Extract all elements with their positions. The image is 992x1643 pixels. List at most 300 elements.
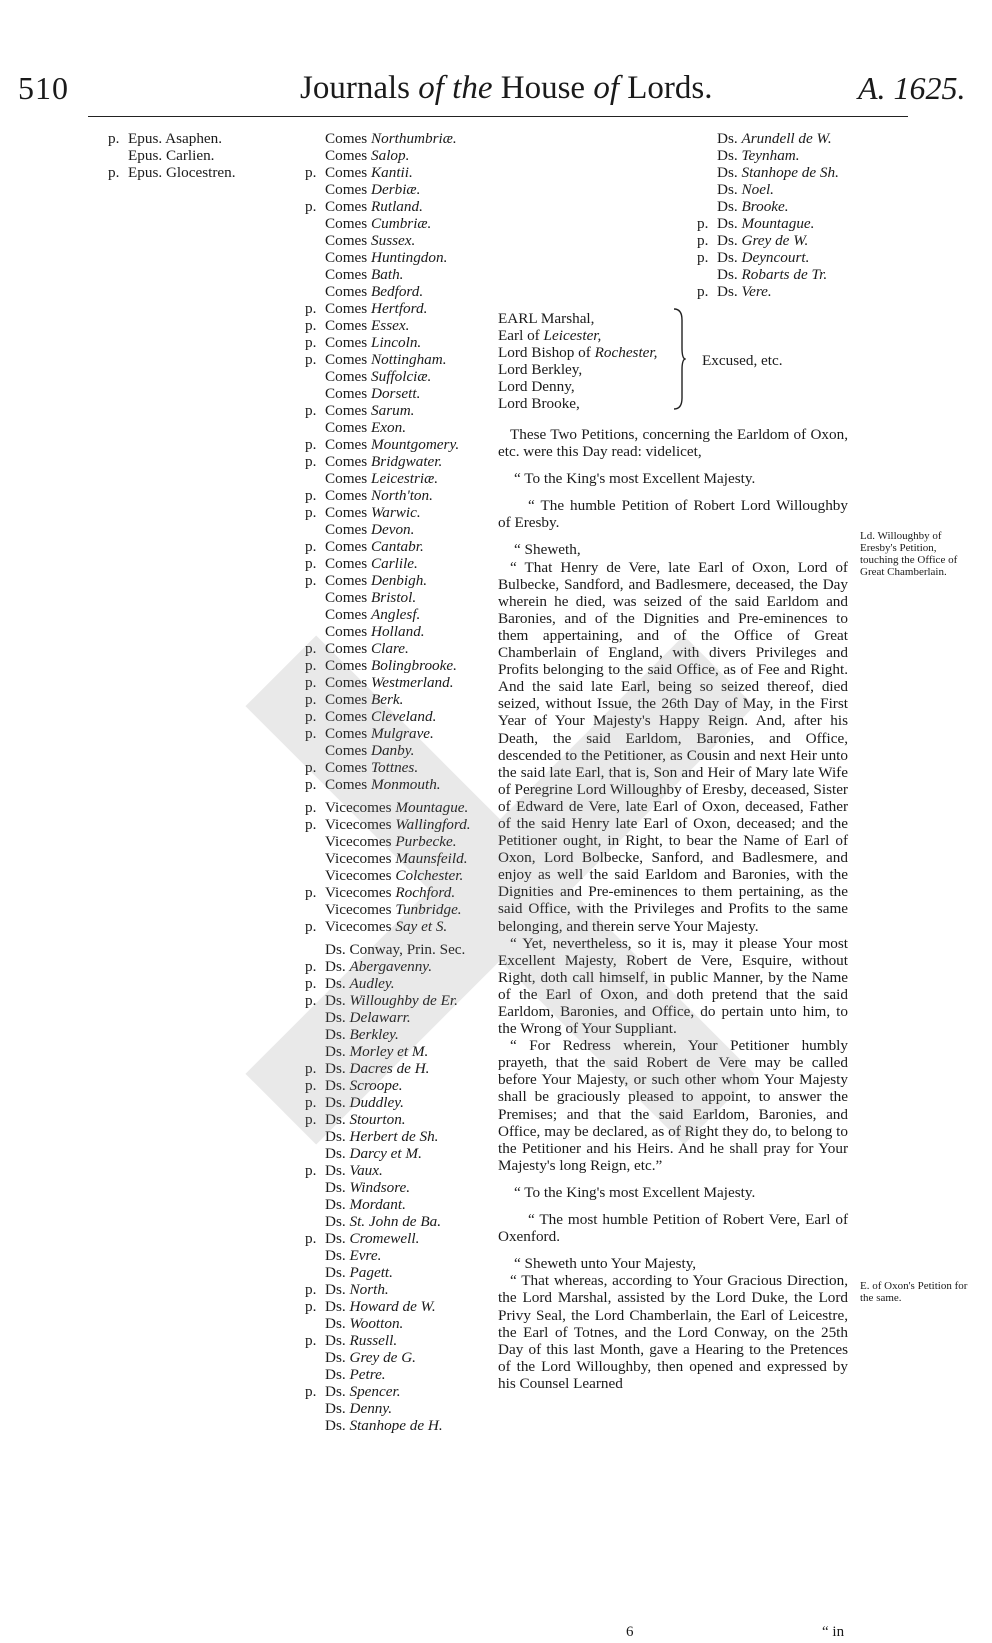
bishop-entry xyxy=(108,130,236,147)
title-prefix: Ds. xyxy=(325,1196,350,1213)
peer-entry xyxy=(305,164,471,181)
peer-entry xyxy=(305,572,471,589)
excused-lords-list xyxy=(498,310,657,412)
petition-text xyxy=(498,426,848,1392)
title-prefix: Comes xyxy=(325,436,371,453)
peer-entry xyxy=(305,1315,471,1332)
excused-label: Excused, etc. xyxy=(702,352,783,369)
title-prefix: Ds. xyxy=(325,941,350,958)
title-prefix: Ds. xyxy=(325,1400,350,1417)
peer-entry xyxy=(305,147,471,164)
peer-name: Monmouth. xyxy=(371,776,441,793)
peer-name: Suffolciæ. xyxy=(371,368,432,385)
title-prefix: Ds. xyxy=(325,1179,350,1196)
peer-name: Teynham. xyxy=(741,147,800,164)
present-mark: p. xyxy=(697,283,709,300)
peer-name: Colchester. xyxy=(395,867,464,884)
peer-entry xyxy=(305,1179,471,1196)
title-prefix: Comes xyxy=(325,572,371,589)
peer-entry xyxy=(305,419,471,436)
peer-name: Abergavenny. xyxy=(349,958,432,975)
peer-entry xyxy=(305,918,471,935)
peer-name: Conway, Prin. Sec. xyxy=(349,941,466,958)
present-mark: p. xyxy=(305,1060,317,1077)
peer-entry xyxy=(305,1128,471,1145)
peer-name: Northumbriæ. xyxy=(371,130,457,147)
brace-icon xyxy=(672,308,686,410)
present-mark: p. xyxy=(305,1077,317,1094)
title-prefix: Comes xyxy=(325,419,371,436)
peer-name: Bath. xyxy=(371,266,404,283)
peer-name: Wootton. xyxy=(349,1315,404,1332)
title-prefix: Comes xyxy=(325,538,371,555)
peer-entry xyxy=(305,623,471,640)
title-prefix: Comes xyxy=(325,334,371,351)
baron-entry xyxy=(697,215,839,232)
peer-name: Leicestriæ. xyxy=(371,470,439,487)
baron-entry xyxy=(697,147,839,164)
peer-entry xyxy=(305,470,471,487)
peer-entry xyxy=(305,958,471,975)
title-prefix: Ds. xyxy=(325,975,350,992)
baron-entry xyxy=(697,130,839,147)
peer-name: Wallingford. xyxy=(395,816,471,833)
present-mark: p. xyxy=(305,453,317,470)
peer-entry xyxy=(305,799,471,816)
peer-entry xyxy=(305,884,471,901)
title-prefix: Comes xyxy=(325,742,371,759)
peer-name: Pagett. xyxy=(349,1264,393,1281)
peer-name: Anglesf. xyxy=(371,606,421,623)
peer-entry xyxy=(305,776,471,793)
excused-lord-entry xyxy=(498,310,657,327)
title-prefix: Comes xyxy=(325,759,371,776)
title-prefix: Comes xyxy=(325,640,371,657)
excused-lord-name: Rochester, xyxy=(594,344,658,361)
present-mark: p. xyxy=(305,436,317,453)
petition1-title: “ The humble Petition of Robert Lord Willoughby of Eresby. xyxy=(498,497,848,532)
peer-entry xyxy=(305,1009,471,1026)
title-prefix: Vicecomes xyxy=(325,867,396,884)
title-of-2: of xyxy=(593,70,619,106)
excused-lord-title: Lord Denny, xyxy=(498,378,575,395)
present-mark: p. xyxy=(305,555,317,572)
peer-entry xyxy=(305,742,471,759)
title-prefix: Comes xyxy=(325,232,371,249)
excused-lord-entry xyxy=(498,378,657,395)
peer-name: Mountague. xyxy=(741,215,815,232)
title-prefix: Comes xyxy=(325,164,371,181)
peer-name: Sussex. xyxy=(371,232,416,249)
peer-name: Maunsfeild. xyxy=(395,850,468,867)
header-rule xyxy=(88,116,908,117)
peer-entry xyxy=(305,249,471,266)
peer-entry xyxy=(305,1196,471,1213)
catchword: “ in xyxy=(822,1624,845,1640)
petition2-address: “ To the King's most Excellent Majesty. xyxy=(514,1183,756,1201)
peer-entry xyxy=(305,538,471,555)
peer-name: Mulgrave. xyxy=(371,725,434,742)
title-prefix: Comes xyxy=(325,130,371,147)
petition1-body-1: “ That Henry de Vere, late Earl of Oxon, Lord of Bulbecke, Sandford, and Badlesmere, deceased, the Day wherein he died, was seized of the said Earldom and Baronies, and of the Dignities and Pre-eminences to them appertaining, and of the Office of Great Chamberlain of England, with divers Privileges and Profits belonging to the said Office, as of Fee and Right. And the said late Earl, being so seized thereof, died seized, without Issue, the 26th Day of May, in the First Year of Your Majesty's Happy Reign. And, after his Death, the said Earldom, Baronies, and Office, descended to the Petitioner, as Cousin and next Heir unto the said late Earl, that is, Son and Heir of Mary late Wife of Peregrine Lord Willoughby of Eresby, deceased, Sister of Edward de Vere, late Earl of Oxon, deceased, Father of the said Henry late Earl of Oxon, deceased; and the Petitioner ought, in Right, to bear the Name of Earl of Oxon, Lord Bolbecke, Sanford, and Badlesmere, and enjoy as well the said Earldom and Baronies, with the Dignities and Pre-eminences to them pertaining, as the said Office, with the Privileges and Profits to the same belonging, and therein serve Your Majesty. xyxy=(498,558,848,935)
title-prefix: Vicecomes xyxy=(325,918,396,935)
present-mark: p. xyxy=(305,725,317,742)
excused-lord-title: Lord Bishop of xyxy=(498,344,595,361)
title-prefix: Ds. xyxy=(325,1060,350,1077)
title-prefix: Comes xyxy=(325,589,371,606)
title-prefix: Comes xyxy=(325,368,371,385)
peer-entry xyxy=(305,691,471,708)
title-prefix: Comes xyxy=(325,249,371,266)
excused-lord-entry xyxy=(498,344,657,361)
peer-name: Stanhope de H. xyxy=(349,1417,443,1434)
present-mark: p. xyxy=(305,776,317,793)
bishop-name: Epus. Asaphen. xyxy=(128,130,223,147)
present-mark: p. xyxy=(305,816,317,833)
peer-name: Berk. xyxy=(371,691,404,708)
peer-name: Evre. xyxy=(349,1247,382,1264)
intro-paragraph: These Two Petitions, concerning the Earldom of Oxon, etc. were this Day read: videlicet, xyxy=(498,426,848,461)
peer-name: Mountague. xyxy=(395,799,469,816)
peer-entry xyxy=(305,589,471,606)
title-prefix: Ds. xyxy=(325,1230,350,1247)
peer-name: Hertford. xyxy=(371,300,428,317)
title-prefix: Ds. xyxy=(325,958,350,975)
peer-name: St. John de Ba. xyxy=(349,1213,442,1230)
peer-entry xyxy=(305,606,471,623)
title-prefix: Comes xyxy=(325,198,371,215)
peer-name: Audley. xyxy=(349,975,395,992)
page-number: 510 xyxy=(18,70,69,106)
title-prefix: Comes xyxy=(325,606,371,623)
present-mark: p. xyxy=(697,215,709,232)
peer-name: Herbert de Sh. xyxy=(349,1128,439,1145)
peer-name: Bristol. xyxy=(371,589,417,606)
present-mark: p. xyxy=(305,759,317,776)
excused-lord-title: Earl of xyxy=(498,327,544,344)
peer-entry xyxy=(305,1077,471,1094)
peer-entry xyxy=(305,436,471,453)
present-mark: p. xyxy=(305,504,317,521)
peer-entry xyxy=(305,901,471,918)
peer-entry xyxy=(305,351,471,368)
present-mark: p. xyxy=(305,572,317,589)
peer-name: Warwic. xyxy=(371,504,421,521)
peer-entry xyxy=(305,833,471,850)
barons-list-continued xyxy=(697,130,839,300)
title-lords: Lords. xyxy=(619,70,713,106)
present-mark: p. xyxy=(305,1383,317,1400)
title-prefix: Comes xyxy=(325,402,371,419)
title-prefix: Comes xyxy=(325,266,371,283)
excused-lord-entry xyxy=(498,327,657,344)
peers-list xyxy=(305,130,471,1434)
peer-name: Denny. xyxy=(349,1400,393,1417)
peer-name: North'ton. xyxy=(371,487,433,504)
petition2-title: “ The most humble Petition of Robert Vere, Earl of Oxenford. xyxy=(498,1211,848,1246)
peer-entry xyxy=(305,504,471,521)
peer-entry xyxy=(305,317,471,334)
margin-note-oxon: E. of Oxon's Petition for the same. xyxy=(860,1280,968,1304)
title-prefix: Comes xyxy=(325,623,371,640)
title-prefix: Ds. xyxy=(325,1298,350,1315)
peer-entry xyxy=(305,1247,471,1264)
present-mark: p. xyxy=(305,1298,317,1315)
peer-name: Grey de G. xyxy=(349,1349,416,1366)
peer-entry xyxy=(305,657,471,674)
peer-entry xyxy=(305,674,471,691)
peer-name: Spencer. xyxy=(349,1383,401,1400)
peer-name: Holland. xyxy=(371,623,425,640)
title-prefix: Ds. xyxy=(325,1026,350,1043)
title-prefix: Ds. xyxy=(717,232,742,249)
peer-name: Denbigh. xyxy=(371,572,428,589)
title-prefix: Comes xyxy=(325,521,371,538)
title-prefix: Ds. xyxy=(717,181,742,198)
peer-entry xyxy=(305,1417,471,1434)
peer-entry xyxy=(305,232,471,249)
present-mark: p. xyxy=(305,1332,317,1349)
peer-entry xyxy=(305,181,471,198)
bishop-name: Epus. Glocestren. xyxy=(128,164,236,181)
peer-name: Robarts de Tr. xyxy=(741,266,828,283)
peer-name: Windsore. xyxy=(349,1179,411,1196)
peer-name: Lincoln. xyxy=(371,334,422,351)
title-prefix: Comes xyxy=(325,674,371,691)
peer-name: Rutland. xyxy=(371,198,423,215)
peer-entry xyxy=(305,1281,471,1298)
title-prefix: Comes xyxy=(325,385,371,402)
peer-name: Sarum. xyxy=(371,402,415,419)
present-mark: p. xyxy=(305,538,317,555)
title-prefix: Comes xyxy=(325,487,371,504)
title-of: of xyxy=(410,70,453,106)
present-mark: p. xyxy=(305,1094,317,1111)
peer-name: Willoughby de Er. xyxy=(349,992,458,1009)
bishop-entry xyxy=(108,147,236,164)
peer-name: Delawarr. xyxy=(349,1009,411,1026)
peer-entry xyxy=(305,198,471,215)
peer-name: Essex. xyxy=(371,317,410,334)
peer-name: Russell. xyxy=(349,1332,398,1349)
title-prefix: Ds. xyxy=(325,1077,350,1094)
peer-name: Deyncourt. xyxy=(741,249,810,266)
peer-entry xyxy=(305,1094,471,1111)
present-mark: p. xyxy=(305,1162,317,1179)
present-mark: p. xyxy=(305,708,317,725)
title-prefix: Comes xyxy=(325,691,371,708)
peer-entry xyxy=(305,453,471,470)
baron-entry xyxy=(697,266,839,283)
title-prefix: Ds. xyxy=(325,1128,350,1145)
present-mark: p. xyxy=(305,799,317,816)
present-mark: p. xyxy=(305,1230,317,1247)
peer-entry xyxy=(305,1366,471,1383)
peer-entry xyxy=(305,1060,471,1077)
title-prefix: Comes xyxy=(325,147,371,164)
peer-name: Howard de W. xyxy=(349,1298,436,1315)
title-prefix: Ds. xyxy=(717,130,742,147)
peer-entry xyxy=(305,1332,471,1349)
peer-name: Vere. xyxy=(741,283,772,300)
peer-entry xyxy=(305,1383,471,1400)
excused-lord-title: Lord Berkley, xyxy=(498,361,583,378)
title-prefix: Comes xyxy=(325,470,371,487)
peer-name: Bolingbrooke. xyxy=(371,657,457,674)
title-prefix: Ds. xyxy=(325,1349,350,1366)
peer-entry xyxy=(305,368,471,385)
present-mark: p. xyxy=(108,130,120,147)
peer-entry xyxy=(305,385,471,402)
title-house: House xyxy=(492,70,594,106)
baron-entry xyxy=(697,283,839,300)
excused-lord-entry xyxy=(498,395,657,412)
peer-entry xyxy=(305,992,471,1009)
peer-entry xyxy=(305,867,471,884)
petition1-sheweth: “ Sheweth, xyxy=(514,541,581,559)
peer-name: Tottnes. xyxy=(371,759,419,776)
present-mark: p. xyxy=(305,884,317,901)
signature-mark: 6 xyxy=(626,1624,634,1640)
peer-entry xyxy=(305,334,471,351)
present-mark: p. xyxy=(305,198,317,215)
peer-name: Vaux. xyxy=(349,1162,383,1179)
year-heading: A. 1625. xyxy=(858,70,966,106)
title-prefix: Ds. xyxy=(325,1043,350,1060)
peer-name: Westmerland. xyxy=(371,674,454,691)
title-prefix: Vicecomes xyxy=(325,816,396,833)
present-mark: p. xyxy=(305,402,317,419)
peer-entry xyxy=(305,941,471,958)
title-prefix: Ds. xyxy=(717,283,742,300)
title-prefix: Ds. xyxy=(717,266,742,283)
peer-name: Scroope. xyxy=(349,1077,403,1094)
present-mark: p. xyxy=(305,487,317,504)
title-prefix: Comes xyxy=(325,504,371,521)
present-mark: p. xyxy=(305,1111,317,1128)
title-prefix: Vicecomes xyxy=(325,901,396,918)
title-prefix: Ds. xyxy=(325,1111,350,1128)
petition1-body-2: “ Yet, nevertheless, so it is, may it please Your most Excellent Majesty, Robert de Vere, Esquire, without Right, doth call himself, in public Manner, by the Name of the Earl of Oxon, and doth pretend that the said Earldom, Baronies, and Office, do pertain unto him, to the Wrong of Your Suppliant. xyxy=(498,934,848,1038)
peer-name: Duddley. xyxy=(349,1094,404,1111)
peer-entry xyxy=(305,300,471,317)
peer-name: Clare. xyxy=(371,640,409,657)
peer-name: Devon. xyxy=(371,521,415,538)
title-prefix: Comes xyxy=(325,317,371,334)
peer-entry xyxy=(305,1400,471,1417)
present-mark: p. xyxy=(305,1281,317,1298)
present-mark: p. xyxy=(305,164,317,181)
peer-entry xyxy=(305,1298,471,1315)
petition1-body-3: “ For Redress wherein, Your Petitioner humbly prayeth, that the said Robert de Vere may be called before Your Majesty, or such other whom Your Majesty shall be graciously pleased to appoint, to answer the Premises; and that the said Earldom, Baronies, and Office, may be declared, as of Right they do, to belong to the Petitioner and his Heirs. And he shall pray for Your Majesty's long Reign, etc.” xyxy=(498,1037,848,1174)
peer-entry xyxy=(305,283,471,300)
peer-entry xyxy=(305,708,471,725)
peer-name: Brooke. xyxy=(741,198,789,215)
present-mark: p. xyxy=(108,164,120,181)
peer-name: Stourton. xyxy=(349,1111,406,1128)
title-prefix: Comes xyxy=(325,657,371,674)
title-prefix: Ds. xyxy=(325,1009,350,1026)
title-prefix: Ds. xyxy=(325,1162,350,1179)
title-prefix: Ds. xyxy=(717,147,742,164)
petition2-body-1: “ That whereas, according to Your Gracious Direction, the Lord Marshal, assisted by the Lord Duke, the Lord Privy Seal, the Lord Chamberlain, the Earl of Leicestre, the Earl of Totnes, and the Lord Conway, on the 25th Day of this last Month, gave a Hearing to the Pretences of the Lord Willoughby, then opened and expressed by his Counsel Learned xyxy=(498,1272,848,1392)
peer-name: Cleveland. xyxy=(371,708,437,725)
peer-entry xyxy=(305,640,471,657)
peer-name: Exon. xyxy=(371,419,407,436)
peer-name: Darcy et M. xyxy=(349,1145,422,1162)
running-title xyxy=(300,70,713,107)
petition2-sheweth: “ Sheweth unto Your Majesty, xyxy=(514,1255,697,1273)
title-prefix: Comes xyxy=(325,708,371,725)
present-mark: p. xyxy=(305,300,317,317)
peer-name: Grey de W. xyxy=(741,232,809,249)
baron-entry xyxy=(697,249,839,266)
peer-name: Noel. xyxy=(741,181,774,198)
peer-entry xyxy=(305,1213,471,1230)
peer-entry xyxy=(305,725,471,742)
peer-entry xyxy=(305,1162,471,1179)
present-mark: p. xyxy=(305,958,317,975)
peer-name: Stanhope de Sh. xyxy=(741,164,839,181)
title-prefix: Ds. xyxy=(325,1247,350,1264)
peer-name: Bedford. xyxy=(371,283,424,300)
peer-entry xyxy=(305,850,471,867)
title-prefix: Ds. xyxy=(717,198,742,215)
peer-entry xyxy=(305,759,471,776)
peer-name: North. xyxy=(349,1281,389,1298)
title-prefix: Ds. xyxy=(325,1417,350,1434)
title-prefix: Ds. xyxy=(325,1281,350,1298)
bishop-entry xyxy=(108,164,236,181)
title-prefix: Vicecomes xyxy=(325,799,396,816)
margin-note-willoughby: Ld. Willoughby of Eresby's Petition, touching the Office of Great Chamberlain. xyxy=(860,530,958,578)
peer-name: Arundell de W. xyxy=(741,130,832,147)
peer-entry xyxy=(305,487,471,504)
peer-entry xyxy=(305,555,471,572)
peer-entry xyxy=(305,266,471,283)
title-prefix: Comes xyxy=(325,283,371,300)
bishop-name: Epus. Carlien. xyxy=(128,147,215,164)
peer-entry xyxy=(305,975,471,992)
title-prefix: Ds. xyxy=(717,249,742,266)
peer-entry xyxy=(305,215,471,232)
peer-name: Kantii. xyxy=(371,164,413,181)
title-prefix: Comes xyxy=(325,725,371,742)
peer-name: Nottingham. xyxy=(371,351,447,368)
present-mark: p. xyxy=(305,351,317,368)
peer-name: Berkley. xyxy=(349,1026,399,1043)
title-prefix: Ds. xyxy=(717,164,742,181)
peer-entry xyxy=(305,1349,471,1366)
peer-name: Petre. xyxy=(349,1366,386,1383)
peer-name: Cumbriæ. xyxy=(371,215,432,232)
present-mark: p. xyxy=(305,657,317,674)
present-mark: p. xyxy=(697,232,709,249)
title-prefix: Comes xyxy=(325,300,371,317)
present-mark: p. xyxy=(305,691,317,708)
title-prefix: Ds. xyxy=(325,1213,350,1230)
title-prefix: Vicecomes xyxy=(325,833,396,850)
baron-entry xyxy=(697,181,839,198)
peer-entry xyxy=(305,402,471,419)
peer-name: Bridgwater. xyxy=(371,453,443,470)
title-prefix: Comes xyxy=(325,776,371,793)
peer-entry xyxy=(305,130,471,147)
peer-name: Danby. xyxy=(371,742,415,759)
title-prefix: Comes xyxy=(325,453,371,470)
peer-name: Huntingdon. xyxy=(371,249,448,266)
excused-lord-title: EARL Marshal, xyxy=(498,310,595,327)
